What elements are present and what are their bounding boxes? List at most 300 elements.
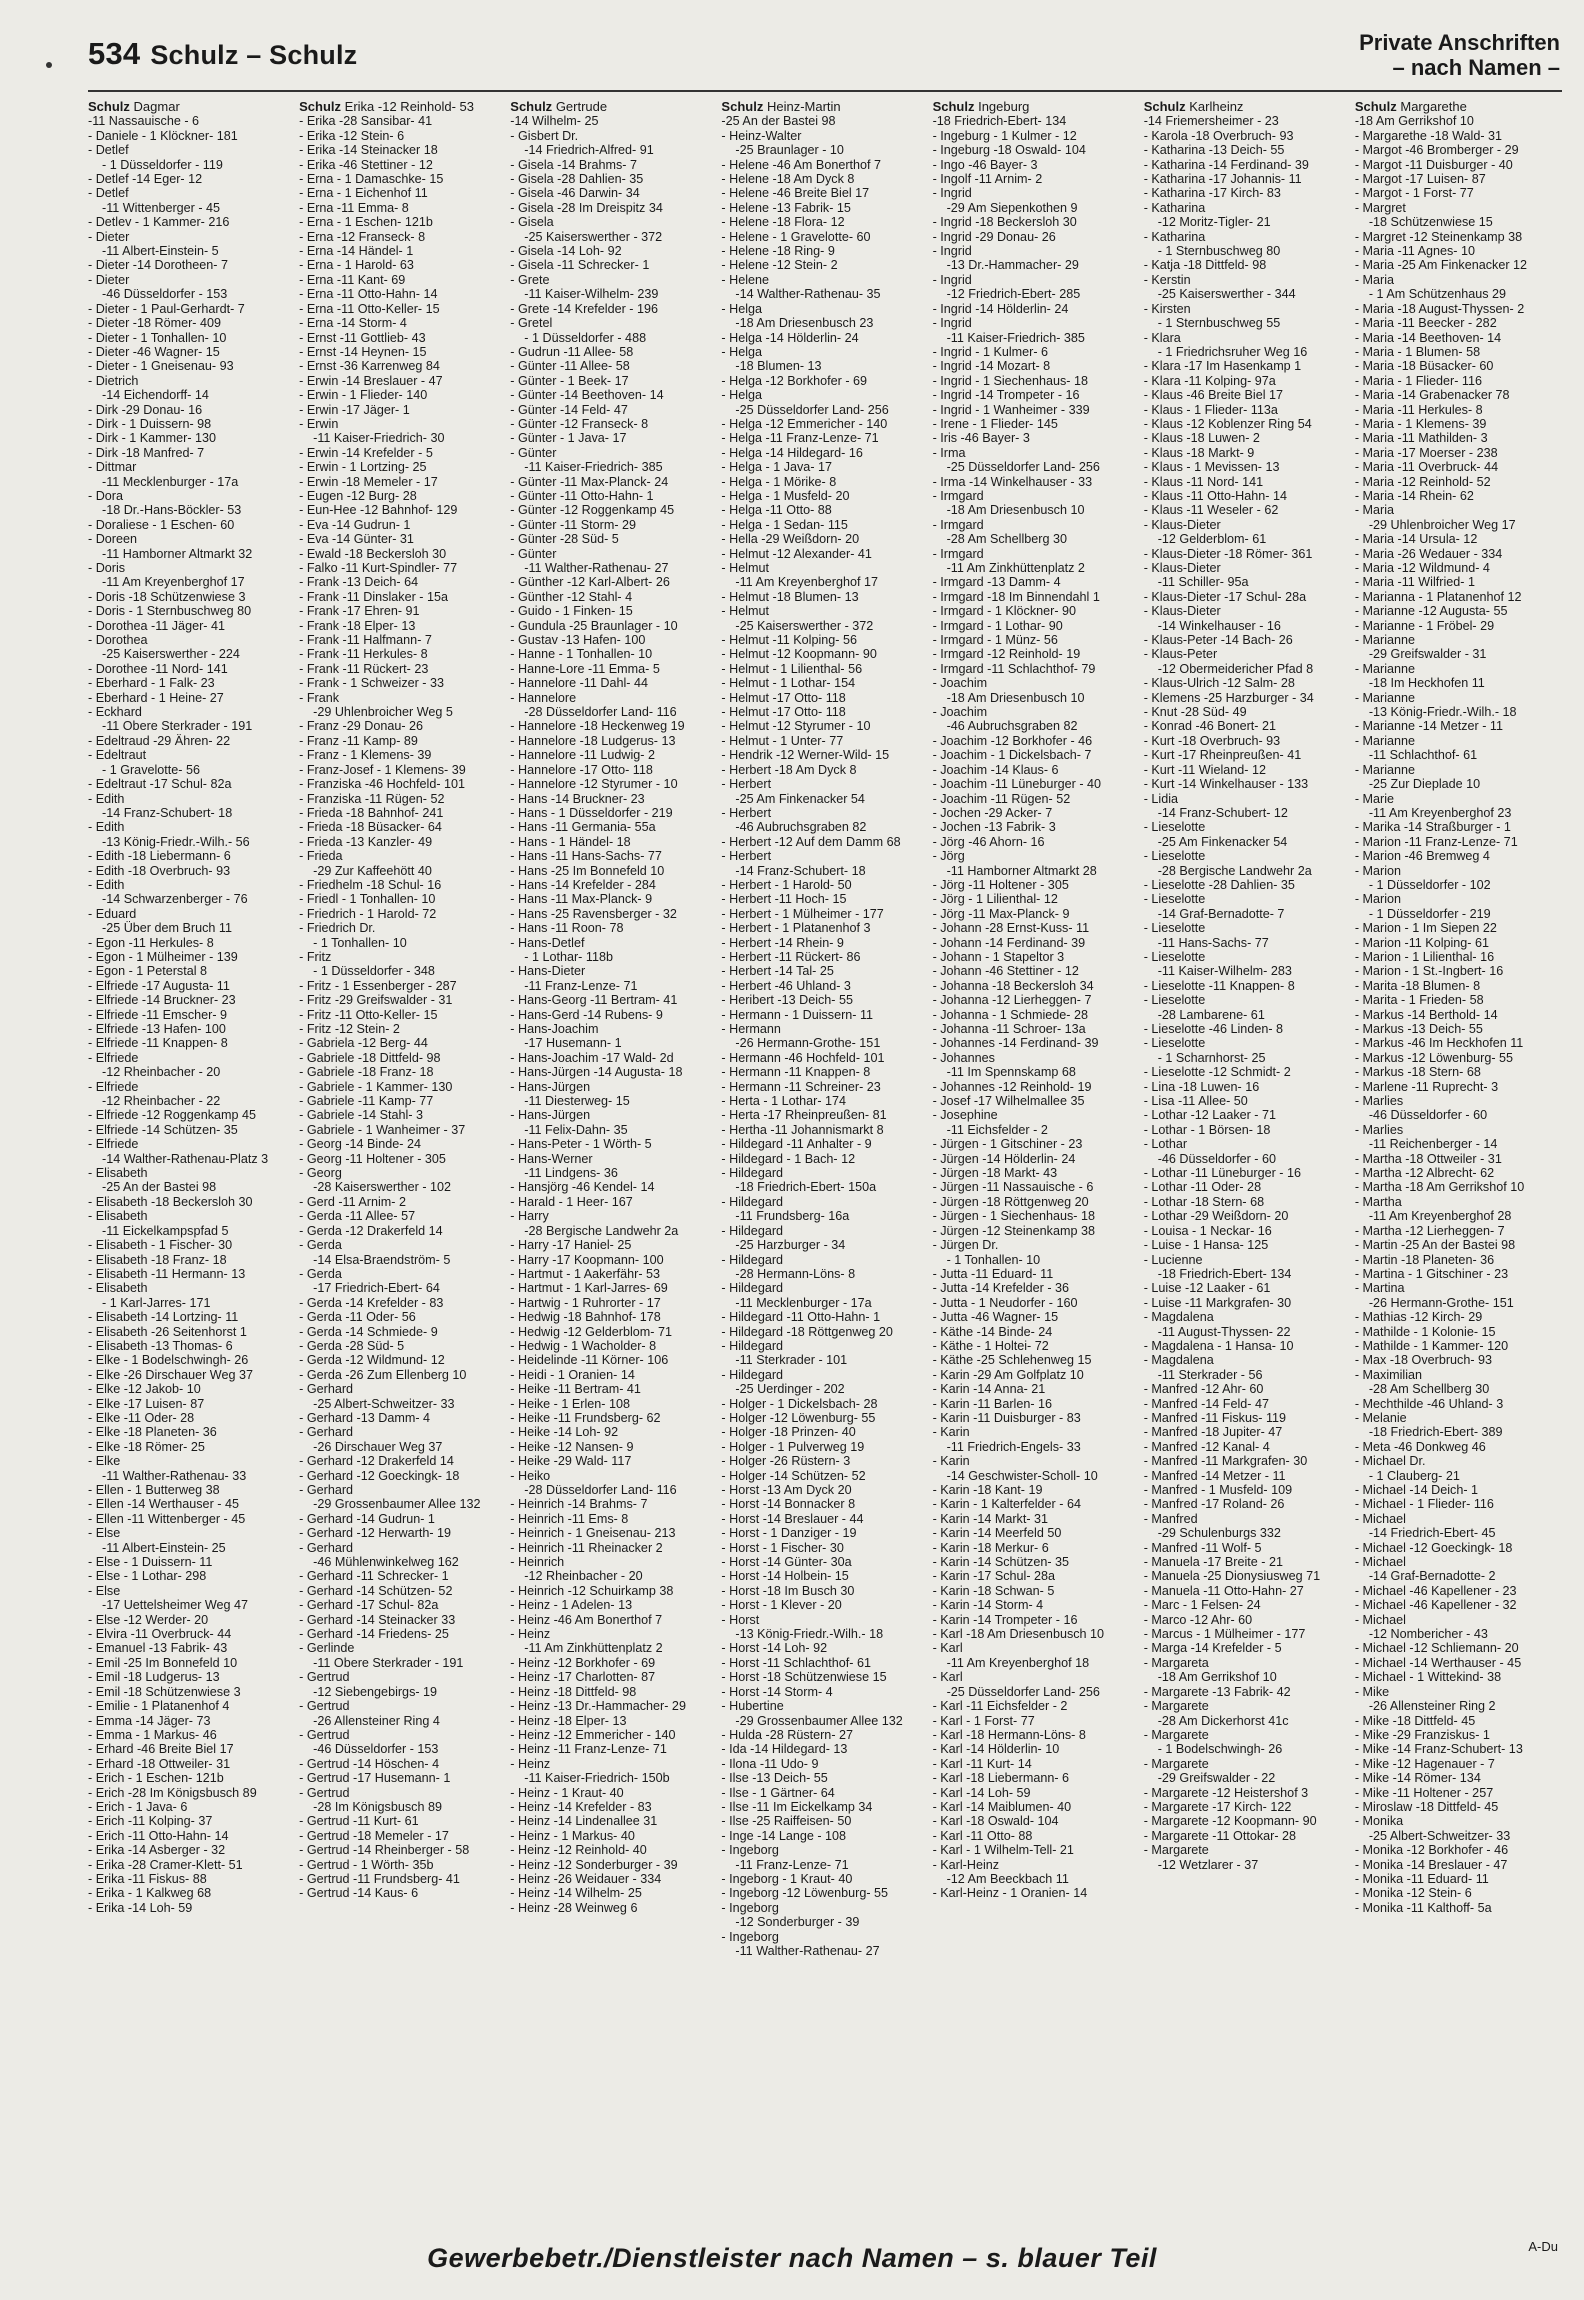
listing-entry: - Erika - 1 Kalkweg 68 [88, 1886, 212, 1901]
listing-entry: - Gisela -11 Schrecker- 1 [510, 258, 650, 273]
listing-entry: - Ida -14 Hildegard- 13 [721, 1742, 848, 1757]
listing-entry: - Heinz -18 Elper- 13 [510, 1713, 627, 1728]
listing-entry: - Herbert -11 Hoch- 15 [721, 892, 847, 907]
listing-entry: -28 Bergische Landwehr 2a [524, 1223, 679, 1238]
listing-entry: - Dirk - 1 Duissern- 98 [88, 416, 212, 431]
listing-entry: - Ellen -11 Wittenberger - 45 [88, 1511, 246, 1526]
listing-entry: -17 Uettelsheimer Weg 47 [102, 1598, 249, 1613]
listing-column [88, 100, 295, 2190]
listing-entry: - Georg [299, 1166, 342, 1181]
listing-entry: - Holger - 1 Dickelsbach- 28 [721, 1396, 878, 1411]
listing-entry: - Gerda -26 Zum Ellenberg 10 [299, 1367, 467, 1382]
listing-entry: - Helmut -12 Styrumer - 10 [721, 719, 871, 734]
listing-entry: - Lucienne [1143, 1252, 1203, 1267]
listing-entry: -28 Am Dickerhorst 41c [1157, 1713, 1289, 1728]
listing-entry: - Johann -14 Ferdinand- 39 [932, 935, 1086, 950]
listing-entry: - Marika -14 Straßburger - 1 [1354, 820, 1511, 835]
listing-entry: -25 Düsseldorfer Land- 256 [735, 402, 889, 417]
listing-entry: - Elisabeth -11 Hermann- 13 [88, 1266, 246, 1281]
listing-entry: - Karin -14 Trompeter - 16 [932, 1612, 1078, 1627]
listing-entry: - Helmut - 1 Lothar- 154 [721, 676, 856, 691]
listing-entry: - Manfred -11 Fiskus- 119 [1143, 1410, 1287, 1425]
listing-entry: - Margarete [1143, 1727, 1209, 1742]
listing-entry: - Hans-Joachim -17 Wald- 2d [510, 1050, 674, 1065]
listing-entry: - Klaus -18 Markt- 9 [1143, 445, 1255, 460]
listing-entry: - Eberhard - 1 Falk- 23 [88, 676, 215, 691]
listing-columns [88, 100, 1562, 2190]
listing-entry: - Fritz -29 Greifswalder - 31 [299, 993, 453, 1008]
listing-entry: - Helga - 1 Java- 17 [721, 460, 833, 475]
listing-entry: - Maria - 1 Blumen- 58 [1354, 344, 1481, 359]
listing-entry: - Mathilde - 1 Kammer- 120 [1354, 1338, 1509, 1353]
listing-entry: - Hans-Peter - 1 Wörth- 5 [510, 1137, 652, 1152]
listing-entry: - Helmut -17 Otto- 118 [721, 705, 846, 720]
listing-entry: - Karin -17 Schul- 28a [932, 1569, 1056, 1584]
listing-entry: - Günter [510, 445, 557, 460]
listing-entry: - Holger -14 Schützen- 52 [721, 1468, 866, 1483]
listing-entry: - Karin -14 Schützen- 35 [932, 1555, 1070, 1570]
listing-entry: -28 Im Königsbusch 89 [313, 1799, 442, 1814]
listing-entry: - Hans -14 Bruckner- 23 [510, 791, 645, 806]
listing-entry: - Gerhard -14 Steinacker 33 [299, 1612, 456, 1627]
listing-entry: - Helene -18 Flora- 12 [721, 215, 845, 230]
listing-entry: - Erwin -14 Krefelder - 5 [299, 445, 433, 460]
listing-entry: - 1 Düsseldorfer - 348 [313, 964, 435, 979]
listing-entry: - Karl -11 Kurt- 14 [932, 1756, 1032, 1771]
listing-entry: -28 Düsseldorfer Land- 116 [524, 705, 677, 720]
listing-entry: - Gisela -28 Im Dreispitz 34 [510, 200, 663, 215]
listing-entry: - Michael -14 Werthauser - 45 [1354, 1655, 1522, 1670]
listing-entry: - Monika -12 Stein- 6 [1354, 1886, 1472, 1901]
column-head-surname: Schulz [510, 100, 553, 114]
listing-entry: - Luise -11 Markgrafen- 30 [1143, 1295, 1292, 1310]
listing-entry: - Harald - 1 Heer- 167 [510, 1194, 633, 1209]
listing-entry: - Hannelore -11 Ludwig- 2 [510, 748, 655, 763]
listing-entry: - Miroslaw -18 Dittfeld- 45 [1354, 1799, 1499, 1814]
listing-entry: - Erna - 1 Damaschke- 15 [299, 172, 444, 187]
listing-entry: - Helmut - 1 Lilienthal- 56 [721, 661, 863, 676]
listing-entry: - Egon - 1 Mülheimer - 139 [88, 949, 238, 964]
hole-punch-mark [46, 62, 52, 68]
listing-entry: - Joachim - 1 Dickelsbach- 7 [932, 748, 1092, 763]
listing-entry: - Katharina -17 Kirch- 83 [1143, 186, 1281, 201]
listing-entry: - Erwin [299, 416, 339, 431]
listing-entry: - Mike -12 Hagenauer - 7 [1354, 1756, 1495, 1771]
listing-entry: -18 Friedrich-Ebert- 134 [932, 114, 1067, 129]
section-title: Private Anschriften [1359, 30, 1560, 55]
listing-entry: - Helmut -11 Kolping- 56 [721, 633, 857, 648]
listing-entry: - Karin -18 Kant- 19 [932, 1483, 1043, 1497]
listing-entry: -11 Kaiser-Friedrich- 150b [524, 1771, 670, 1786]
listing-entry: - Gerhard -11 Schrecker- 1 [299, 1569, 449, 1584]
listing-entry: - Else [88, 1583, 121, 1598]
listing-entry: - Ingrid [932, 272, 972, 287]
listing-entry: - Gertrud [299, 1699, 350, 1714]
listing-entry: -11 Frundsberg- 16a [735, 1209, 850, 1224]
listing-entry: -25 An der Bastei 98 [102, 1180, 217, 1195]
listing-entry: - Martha -12 Albrecht- 62 [1354, 1166, 1495, 1181]
listing-entry: -18 Am Driesenbusch 10 [946, 690, 1085, 705]
listing-entry: - Jürgen - 1 Siechenhaus- 18 [932, 1209, 1095, 1224]
listing-entry: - Klaus-Dieter [1143, 517, 1221, 532]
listing-entry: - Margareta [1143, 1655, 1209, 1670]
listing-entry: - Johannes [932, 1050, 995, 1065]
listing-entry: - Michael -14 Deich- 1 [1354, 1483, 1479, 1497]
listing-entry: - Maria -11 Herkules- 8 [1354, 402, 1483, 417]
listing-entry: - Käthe -14 Binde- 24 [932, 1324, 1053, 1339]
listing-entry: - Heiko [510, 1468, 551, 1483]
listing-entry: - Gerhard -14 Gudrun- 1 [299, 1511, 435, 1526]
listing-entry: - Hans-Detlef [510, 935, 585, 950]
listing-entry: - Detlev - 1 Kammer- 216 [88, 215, 230, 230]
listing-entry: - Dittmar [88, 460, 137, 475]
listing-entry: - Gerhard -14 Schützen- 52 [299, 1583, 453, 1598]
listing-entry: - Doris [88, 561, 126, 575]
listing-entry: -14 Elsa-Braendström- 5 [313, 1252, 451, 1267]
listing-entry: - Marlies [1354, 1094, 1404, 1109]
listing-entry: -46 Düsseldorfer - 60 [1368, 1108, 1488, 1123]
page-header-left [88, 36, 357, 72]
listing-entry: - Marion [1354, 863, 1402, 878]
listing-entry: - Ingeborg [721, 1929, 779, 1944]
listing-entry: - Ellen -14 Werthauser - 45 [88, 1497, 239, 1512]
listing-entry: - Holger -12 Löwenburg- 55 [721, 1410, 876, 1425]
listing-entry: - Hulda -28 Rüstern- 27 [721, 1727, 854, 1742]
listing-entry: - Else [88, 1526, 121, 1541]
listing-entry: - Elisabeth [88, 1166, 148, 1181]
listing-entry: - Helmut -12 Koopmann- 90 [721, 647, 877, 662]
listing-entry: -14 Friemersheimer - 23 [1143, 114, 1279, 129]
listing-entry: - Lothar -11 Oder- 28 [1143, 1180, 1262, 1195]
listing-entry: -13 Dr.-Hammacher- 29 [946, 258, 1079, 273]
listing-entry: - Helmut -18 Blumen- 13 [721, 589, 859, 604]
listing-entry: - Erna - 1 Eichenhof 11 [299, 186, 428, 201]
listing-entry: -12 Sonderburger - 39 [735, 1915, 860, 1930]
listing-entry: - 1 Bodelschwingh- 26 [1157, 1742, 1283, 1757]
listing-entry: - Frank -11 Rückert- 23 [299, 661, 429, 676]
listing-entry: - Margarete -17 Kirch- 122 [1143, 1799, 1292, 1814]
listing-entry: - Magdalena - 1 Hansa- 10 [1143, 1338, 1294, 1353]
listing-entry: - Klaus-Peter [1143, 647, 1218, 662]
listing-entry: - Martina [1354, 1281, 1405, 1296]
listing-entry: - Hans-Joachim [510, 1022, 599, 1036]
listing-entry: - Marion [1354, 892, 1402, 907]
listing-entry: - Jochen -29 Acker- 7 [932, 805, 1053, 820]
listing-entry: - Erna -14 Händel- 1 [299, 244, 414, 259]
listing-entry: - 1 Scharnhorst- 25 [1157, 1050, 1266, 1065]
listing-entry: - Hildegard -11 Otto-Hahn- 1 [721, 1310, 881, 1325]
listing-entry: - Gretel [510, 316, 553, 331]
listing-entry: - Hannelore [510, 690, 577, 705]
listing-entry: -26 Hermann-Grothe- 151 [1368, 1295, 1514, 1310]
listing-entry: -29 Uhlenbroicher Weg 5 [313, 705, 453, 720]
listing-entry: - Emil -18 Schützenwiese 3 [88, 1684, 241, 1699]
listing-entry: - Heike -11 Bertram- 41 [510, 1382, 641, 1397]
listing-entry: - Dieter - 1 Tonhallen- 10 [88, 330, 227, 345]
listing-entry: -28 Düsseldorfer Land- 116 [524, 1483, 677, 1497]
listing-entry: - Eduard [88, 906, 137, 921]
listing-entry: - Helga -14 Hildegard- 16 [721, 445, 863, 460]
listing-entry: - Jürgen - 1 Gitschiner - 23 [932, 1137, 1083, 1152]
listing-entry: - Inge -14 Lange - 108 [721, 1828, 847, 1843]
listing-entry: - Günter -11 Storm- 29 [510, 517, 637, 532]
listing-entry: - Katharina -13 Deich- 55 [1143, 143, 1285, 158]
listing-entry: -13 König-Friedr.-Wilh.- 18 [1368, 705, 1517, 720]
listing-entry: - Mathilde - 1 Kolonie- 15 [1354, 1324, 1496, 1339]
listing-entry: - Karl -14 Loh- 59 [932, 1785, 1031, 1800]
listing-entry: - Joachim -11 Lüneburger - 40 [932, 777, 1102, 792]
listing-entry: - Holger -18 Prinzen- 40 [721, 1425, 856, 1440]
listing-entry: - Manfred -18 Jupiter- 47 [1143, 1425, 1283, 1440]
listing-entry: -29 Greifswalder - 22 [1157, 1771, 1276, 1786]
listing-entry: - Ingrid -18 Beckersloh 30 [932, 215, 1077, 230]
listing-entry: - Erika -11 Fiskus- 88 [88, 1871, 207, 1886]
listing-entry: - Lieselotte [1143, 993, 1206, 1008]
listing-entry: -14 Eichendorff- 14 [102, 388, 209, 403]
column-head-entry [88, 100, 295, 114]
page-range-title: Schulz – Schulz [150, 40, 358, 70]
listing-entry: - Heinz -14 Krefelder - 83 [510, 1799, 652, 1814]
column-head-surname: Schulz [1143, 100, 1186, 114]
listing-entry: - Maria -11 Mathilden- 3 [1354, 431, 1488, 446]
listing-entry: - Franziska -46 Hochfeld- 101 [299, 777, 466, 792]
listing-entry: -25 Braunlager - 10 [735, 143, 844, 158]
listing-entry: - Manfred -14 Metzer - 11 [1143, 1468, 1286, 1483]
listing-entry: - Marc - 1 Felsen- 24 [1143, 1598, 1261, 1613]
listing-entry: - Gerda -14 Schmiede- 9 [299, 1324, 438, 1339]
listing-entry: - Erwin -14 Breslauer - 47 [299, 373, 443, 388]
listing-entry: - Erika -28 Sansibar- 41 [299, 114, 433, 129]
listing-entry: -25 Harzburger - 34 [735, 1238, 846, 1253]
listing-entry: -11 Am Zinkhüttenplatz 2 [524, 1641, 663, 1656]
listing-entry: - Karl -11 Otto- 88 [932, 1828, 1033, 1843]
listing-entry: - Michael [1354, 1511, 1406, 1526]
listing-entry: - Harry -17 Haniel- 25 [510, 1238, 632, 1253]
listing-entry: -11 Reichenberger - 14 [1368, 1137, 1498, 1152]
listing-entry: - Gisela -28 Dahlien- 35 [510, 172, 644, 187]
listing-entry: - Jörg -46 Ahorn- 16 [932, 834, 1045, 849]
listing-entry: - Hannelore -18 Heckenweg 19 [510, 719, 685, 734]
listing-entry: - Gertrud -14 Kaus- 6 [299, 1886, 419, 1901]
listing-entry: - Ernst -11 Gottlieb- 43 [299, 330, 426, 345]
listing-entry: - Maria -14 Rhein- 62 [1354, 488, 1474, 503]
listing-entry: -11 Kaiser-Friedrich- 385 [946, 330, 1085, 345]
listing-entry: - Heike -11 Frundsberg- 62 [510, 1410, 661, 1425]
listing-entry: - Heinz -17 Charlotten- 87 [510, 1670, 656, 1685]
listing-entry: - 1 Düsseldorfer - 488 [524, 330, 647, 345]
listing-entry: - Kurt -11 Wieland- 12 [1143, 762, 1266, 777]
listing-entry: - Ernst -14 Heynen- 15 [299, 344, 427, 359]
listing-entry: - Erika -14 Loh- 59 [88, 1900, 193, 1915]
listing-entry: - Edith [88, 791, 125, 806]
listing-entry: - Joachim [932, 676, 988, 691]
listing-entry: - Heinrich -11 Ems- 8 [510, 1511, 629, 1526]
listing-entry: -11 Am Kreyenberghof 23 [1368, 805, 1512, 820]
listing-entry: - Irmgard [932, 517, 984, 532]
listing-entry: - Franz-Josef - 1 Klemens- 39 [299, 762, 466, 777]
listing-entry: - Hildegard [721, 1166, 784, 1181]
listing-entry: - Helmut -12 Alexander- 41 [721, 546, 872, 561]
listing-entry: - Gundula -25 Braunlager - 10 [510, 618, 678, 633]
listing-entry: - Michael -12 Schliemann- 20 [1354, 1641, 1519, 1656]
listing-entry: - Gerda -12 Drakerfeld 14 [299, 1223, 443, 1238]
listing-entry: -17 Friedrich-Ebert- 64 [313, 1281, 440, 1296]
listing-entry: - Heinz -12 Emmericher - 140 [510, 1727, 676, 1742]
listing-entry: - Gerda [299, 1238, 342, 1253]
listing-entry: - Hannelore -18 Ludgerus- 13 [510, 733, 676, 748]
listing-entry: - Ingeborg [721, 1900, 779, 1915]
listing-entry: - Helga -11 Otto- 88 [721, 503, 832, 518]
listing-entry: - Horst -18 Schützenwiese 15 [721, 1670, 887, 1685]
listing-entry: -12 Gelderblom- 61 [1157, 532, 1267, 547]
listing-entry: -14 Franz-Schubert- 12 [1157, 805, 1288, 820]
listing-entry: - Kurt -14 Winkelhauser - 133 [1143, 777, 1309, 792]
listing-entry: - Monika -11 Eduard- 11 [1354, 1871, 1489, 1886]
listing-entry: - Hans-Jürgen -14 Augusta- 18 [510, 1065, 683, 1080]
listing-entry: - Gertrud - 1 Wörth- 35b [299, 1857, 434, 1872]
listing-entry: - Erich -11 Otto-Hahn- 14 [88, 1828, 229, 1843]
listing-entry: -12 Am Beeckbach 11 [946, 1871, 1069, 1886]
listing-entry: - Markus -46 Im Heckhofen 11 [1354, 1036, 1524, 1051]
listing-entry: - Manfred -12 Ahr- 60 [1143, 1382, 1264, 1397]
listing-entry: - Hartmut - 1 Karl-Jarres- 69 [510, 1281, 668, 1296]
listing-entry: - Ingrid -29 Donau- 26 [932, 229, 1056, 244]
listing-entry: - Horst -14 Günter- 30a [721, 1555, 852, 1570]
listing-entry: - Gerda -28 Süd- 5 [299, 1338, 405, 1353]
listing-entry: - Marlies [1354, 1122, 1404, 1137]
listing-entry: - Edith [88, 877, 125, 892]
column-head-surname: Schulz [299, 100, 342, 114]
listing-entry: -18 Friedrich-Ebert- 389 [1368, 1425, 1503, 1440]
listing-entry: -11 Hans-Sachs- 77 [1157, 935, 1269, 950]
listing-entry: - 1 Karl-Jarres- 171 [102, 1295, 211, 1310]
listing-entry: - Joachim -11 Rügen- 52 [932, 791, 1071, 806]
listing-entry: - Lothar [1143, 1137, 1188, 1152]
listing-entry: - Heinrich - 1 Gneisenau- 213 [510, 1526, 676, 1541]
listing-entry: - Katharina -14 Ferdinand- 39 [1143, 157, 1309, 172]
listing-entry: - Manuela -11 Otto-Hahn- 27 [1143, 1583, 1304, 1598]
listing-entry: - Monika -14 Breslauer - 47 [1354, 1857, 1508, 1872]
listing-entry: - Marianne [1354, 661, 1416, 676]
listing-entry: -18 Am Driesenbusch 23 [735, 316, 874, 331]
listing-entry: - Maximilian [1354, 1367, 1423, 1382]
listing-entry: -14 Geschwister-Scholl- 10 [946, 1468, 1098, 1483]
listing-entry: -11 Franz-Lenze- 71 [735, 1857, 849, 1872]
listing-entry: - Horst -14 Storm- 4 [721, 1684, 833, 1699]
listing-entry: - Elke -11 Oder- 28 [88, 1410, 195, 1425]
listing-entry: - Marion - 1 Lilienthal- 16 [1354, 949, 1495, 964]
listing-entry: - Helga -12 Borkhofer - 69 [721, 373, 868, 388]
listing-entry: - Hans -14 Krefelder - 284 [510, 877, 656, 892]
listing-entry: - 1 Düsseldorfer - 102 [1368, 877, 1491, 892]
listing-entry: - Edeltraut [88, 748, 147, 763]
listing-entry: - Günter -14 Beethoven- 14 [510, 388, 664, 403]
listing-entry: - Elke -18 Planeten- 36 [88, 1425, 217, 1440]
listing-entry: - Maria -18 Büsacker- 60 [1354, 359, 1494, 374]
listing-entry: - Maria - 1 Flieder- 116 [1354, 373, 1482, 388]
listing-entry: - Heinz [510, 1756, 551, 1771]
listing-entry: - Ewald -18 Beckersloh 30 [299, 546, 447, 561]
listing-entry: - Karin -14 Markt- 31 [932, 1511, 1049, 1526]
listing-entry: - Ingeborg -12 Löwenburg- 55 [721, 1886, 889, 1901]
listing-entry: - Karin -18 Merkur- 6 [932, 1540, 1049, 1555]
listing-entry: - Heinz-Walter [721, 128, 802, 143]
listing-entry: - Marianne [1354, 633, 1416, 648]
listing-entry: - Heidelinde -11 Körner- 106 [510, 1353, 669, 1368]
listing-entry: - Herbert -46 Uhland- 3 [721, 978, 851, 993]
listing-entry: - 1 Sternbuschweg 55 [1157, 316, 1281, 331]
listing-entry: - Hermann -11 Schreiner- 23 [721, 1079, 881, 1094]
listing-entry: -18 Friedrich-Ebert- 134 [1157, 1266, 1292, 1281]
listing-entry: - Helene -46 Breite Biel 17 [721, 186, 870, 201]
listing-entry: - Harry [510, 1209, 549, 1224]
listing-entry: - Detlef [88, 186, 129, 201]
listing-entry: - Else -12 Werder- 20 [88, 1612, 209, 1627]
listing-entry: - Erna -11 Otto-Hahn- 14 [299, 287, 438, 302]
listing-entry: - Ingeborg [721, 1843, 779, 1858]
listing-entry: - Karola -18 Overbruch- 93 [1143, 128, 1294, 143]
listing-entry: - Ilse -13 Deich- 55 [721, 1771, 828, 1786]
listing-entry: - Margot - 1 Forst- 77 [1354, 186, 1474, 201]
listing-entry: - Herbert -12 Auf dem Damm 68 [721, 834, 901, 849]
listing-entry: - Heinz -14 Wilhelm- 25 [510, 1886, 642, 1901]
listing-entry: - Gerhard -17 Schul- 82a [299, 1598, 439, 1613]
listing-entry: - Günter [510, 546, 557, 561]
listing-entry: - 1 Düsseldorfer - 219 [1368, 906, 1491, 921]
listing-entry: - Erika -14 Asberger - 32 [88, 1843, 226, 1858]
listing-entry: - Irmgard -12 Reinhold- 19 [932, 647, 1081, 662]
listing-entry: - Ingrid [932, 186, 972, 201]
listing-entry: -11 Walther-Rathenau- 27 [735, 1944, 880, 1958]
listing-entry: - Horst -18 Im Busch 30 [721, 1583, 855, 1598]
listing-entry: - Margarete -12 Heistershof 3 [1143, 1785, 1309, 1800]
listing-entry: - Hans - 1 Händel- 18 [510, 834, 631, 849]
listing-entry: - Dirk - 1 Kammer- 130 [88, 431, 217, 446]
listing-entry: - Maria -11 Beecker - 282 [1354, 316, 1497, 331]
listing-entry: - Guido - 1 Finken- 15 [510, 604, 633, 619]
listing-entry: - Gertrud [299, 1785, 350, 1800]
listing-entry: -25 Düsseldorfer Land- 256 [946, 460, 1100, 475]
listing-entry: - Heike - 1 Erlen- 108 [510, 1396, 630, 1411]
listing-entry: -26 Dirschauer Weg 37 [313, 1439, 443, 1454]
listing-entry: - Lieselotte [1143, 949, 1206, 964]
listing-entry: -11 Sterkrader - 56 [1157, 1367, 1263, 1382]
footer-note: Gewerbebetr./Dienstleister nach Namen – s. blauer Teil [427, 2243, 1157, 2273]
listing-column [299, 100, 506, 2190]
listing-entry: - Maria [1354, 272, 1395, 287]
listing-entry: - Marianne -14 Metzer - 11 [1354, 719, 1503, 734]
listing-entry: - Elke - 1 Bodelschwingh- 26 [88, 1353, 249, 1368]
listing-entry: -46 Düsseldorfer - 153 [102, 287, 228, 302]
listing-entry: - Elisabeth -26 Seitenhorst 1 [88, 1324, 247, 1339]
listing-entry: - Frank -11 Dinslaker - 15a [299, 589, 448, 604]
listing-entry: - Jutta -11 Eduard- 11 [932, 1266, 1054, 1281]
listing-entry: - Günter -14 Feld- 47 [510, 402, 628, 417]
listing-entry: - Helene [721, 272, 770, 287]
listing-entry: - Karin -14 Meerfeld 50 [932, 1526, 1062, 1541]
listing-column [510, 100, 717, 2190]
listing-entry: - Katharina [1143, 229, 1206, 244]
listing-entry: - Erna -14 Storm- 4 [299, 316, 407, 331]
listing-entry: - Erich - 1 Java- 6 [88, 1799, 188, 1814]
listing-entry: - Erwin -18 Memeler - 17 [299, 474, 438, 489]
listing-entry: - Heinrich -12 Schuirkamp 38 [510, 1583, 674, 1598]
listing-entry: - Hans -11 Germania- 55a [510, 820, 656, 835]
listing-entry: - Dirk -18 Manfred- 7 [88, 445, 205, 460]
listing-entry: - Margarete -11 Ottokar- 28 [1143, 1828, 1297, 1843]
listing-entry: - 1 Tonhallen- 10 [313, 935, 407, 950]
listing-entry: - Erika -46 Stettiner - 12 [299, 157, 433, 172]
